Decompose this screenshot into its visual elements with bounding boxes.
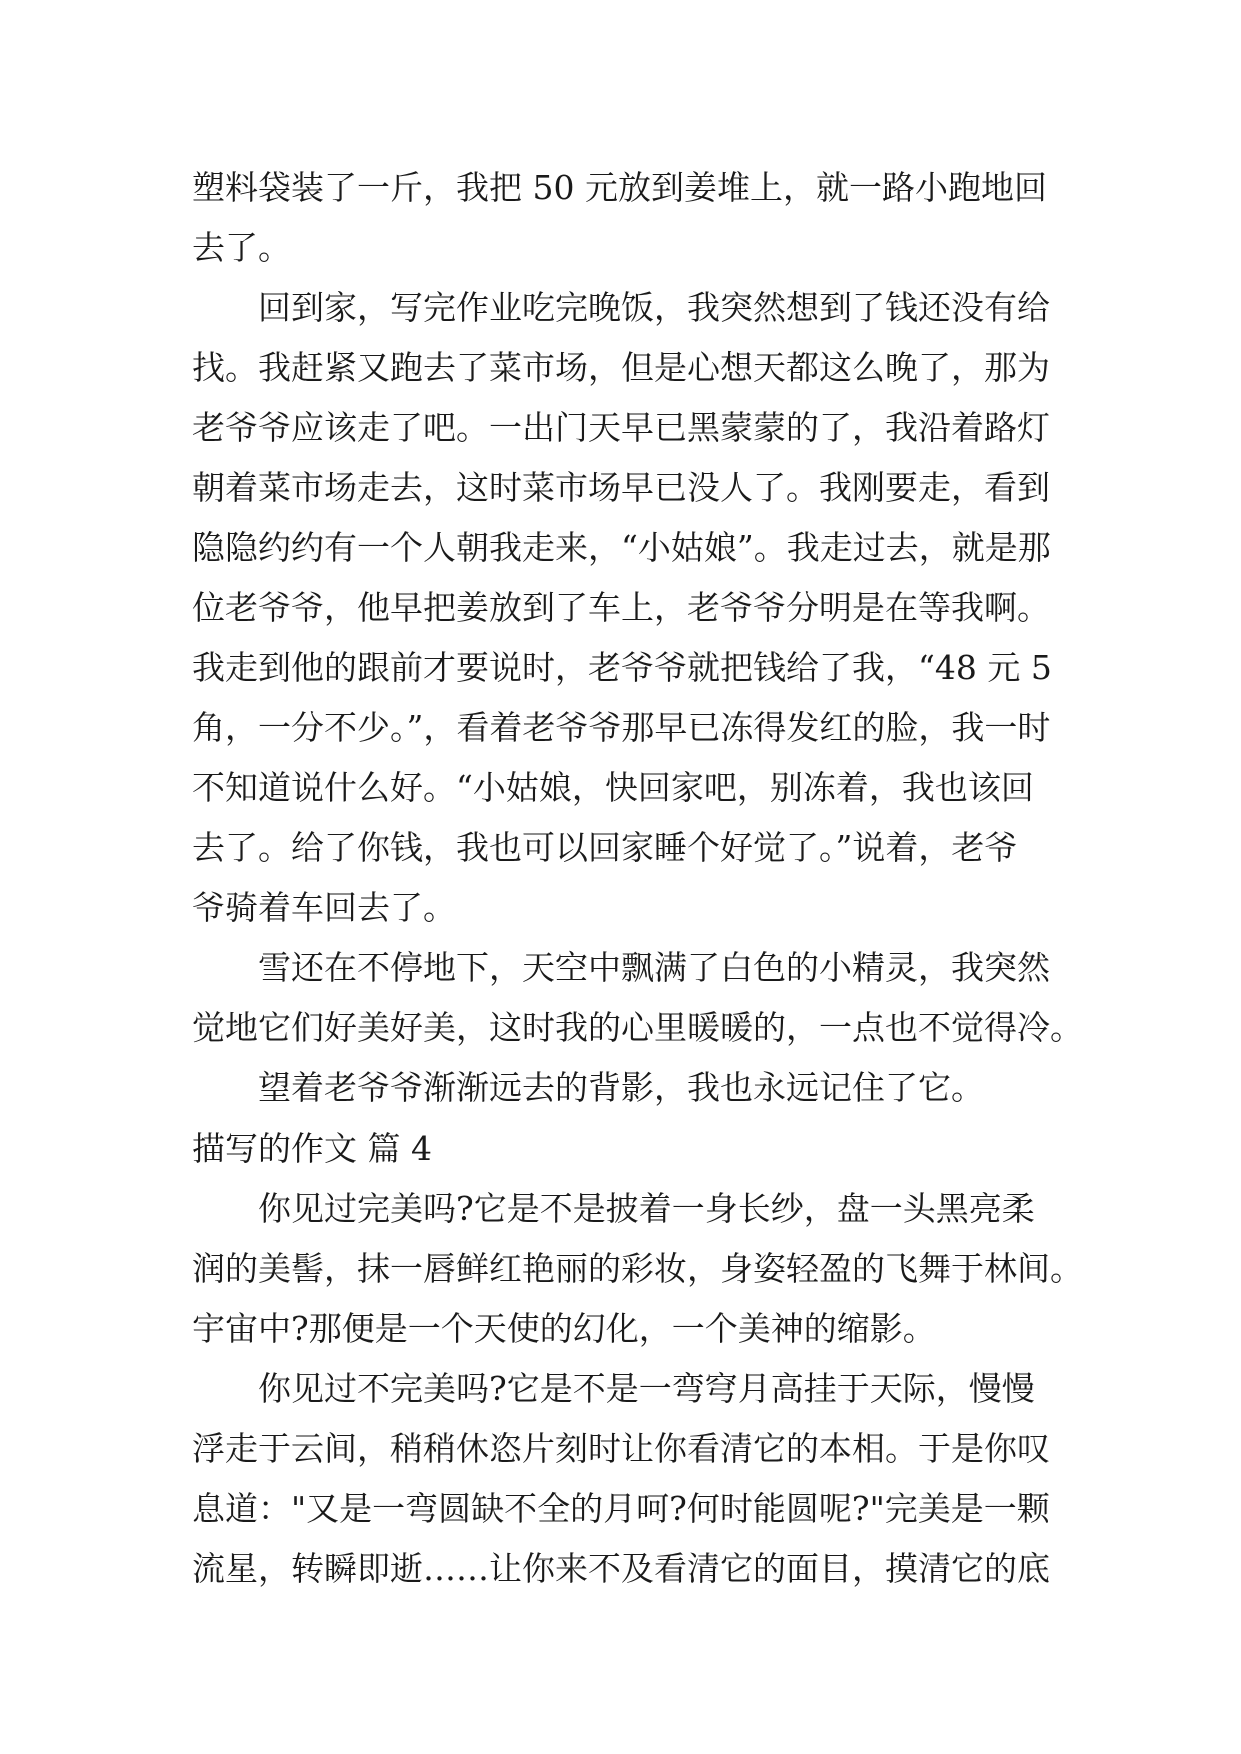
essay-body — [192, 158, 1092, 1599]
text-line: 老爷爷应该走了吧。一出门天早已黑蒙蒙的了，我沿着路灯 — [192, 408, 1050, 447]
paragraph-start-line: 望着老爷爷渐渐远去的背影，我也永远记住了它。 — [258, 1068, 984, 1107]
text-line: 我走到他的跟前才要说时，老爷爷就把钱给了我，“48 元 5 — [192, 648, 1052, 687]
text-line: 隐隐约约有一个人朝我走来，“小姑娘”。我走过去，就是那 — [192, 528, 1051, 567]
paragraph-start-line: 你见过不完美吗?它是不是一弯穹月高挂于天际，慢慢 — [258, 1369, 1035, 1408]
text-line: 浮走于云间，稍稍休恣片刻时让你看清它的本相。于是你叹 — [192, 1429, 1050, 1468]
text-line: 爷骑着车回去了。 — [192, 888, 456, 927]
text-line: 润的美髻，抹一唇鲜红艳丽的彩妆，身姿轻盈的飞舞于林间。 — [192, 1249, 1083, 1288]
text-line: 去了。 — [192, 228, 291, 267]
text-line: 觉地它们好美好美，这时我的心里暖暖的，一点也不觉得冷。 — [192, 1008, 1083, 1047]
text-line: 找。我赶紧又跑去了菜市场，但是心想天都这么晚了，那为 — [192, 348, 1050, 387]
text-line: 宇宙中?那便是一个天使的幻化，一个美神的缩影。 — [192, 1309, 936, 1348]
section-heading: 描写的作文 篇 4 — [192, 1129, 432, 1168]
text-line: 息道："又是一弯圆缺不全的月呵?何时能圆呢?"完美是一颗 — [192, 1489, 1050, 1528]
text-line: 去了。给了你钱，我也可以回家睡个好觉了。”说着，老爷 — [192, 828, 1018, 867]
text-line: 流星，转瞬即逝……让你来不及看清它的面目，摸清它的底 — [192, 1549, 1050, 1588]
paragraph-start-line: 回到家，写完作业吃完晚饭，我突然想到了钱还没有给 — [258, 288, 1050, 327]
text-line: 不知道说什么好。“小姑娘，快回家吧，别冻着，我也该回 — [192, 768, 1034, 807]
text-line: 位老爷爷，他早把姜放到了车上，老爷爷分明是在等我啊。 — [192, 588, 1050, 627]
text-line: 朝着菜市场走去，这时菜市场早已没人了。我刚要走，看到 — [192, 468, 1050, 507]
text-line: 塑料袋装了一斤，我把 50 元放到姜堆上，就一路小跑地回 — [192, 168, 1047, 207]
text-line: 角，一分不少。”，看着老爷爷那早已冻得发红的脸，我一时 — [192, 708, 1051, 747]
paragraph-start-line: 你见过完美吗?它是不是披着一身长纱，盘一头黑亮柔 — [258, 1189, 1035, 1228]
paragraph-start-line: 雪还在不停地下，天空中飘满了白色的小精灵，我突然 — [258, 948, 1050, 987]
